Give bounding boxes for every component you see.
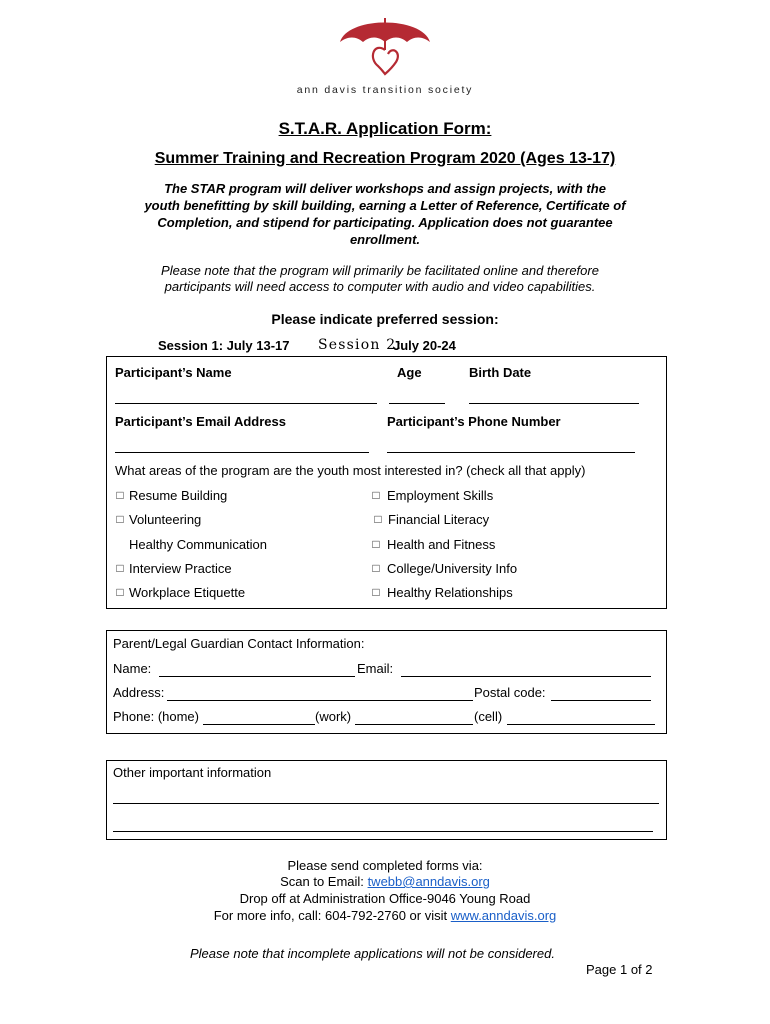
scan-email-link[interactable]: twebb@anndavis.org	[367, 874, 490, 889]
option-health-and-fitness: Health and Fitness	[387, 537, 496, 552]
intro-line: youth benefitting by skill building, earning a Letter of Reference, Certificate of	[144, 198, 626, 213]
work-phone-label: (work)	[315, 709, 352, 724]
option-resume-building: Resume Building	[129, 488, 228, 503]
participant-phone-field[interactable]	[387, 452, 635, 453]
work-phone-field[interactable]	[355, 724, 473, 725]
more-info-prefix: For more info, call: 604-792-2760 or visit	[213, 908, 448, 923]
form-title: S.T.A.R. Application Form:	[278, 119, 492, 138]
incomplete-note: Please note that incomplete applications will not be considered.	[190, 946, 555, 961]
participant-name-label: Participant’s Name	[115, 365, 232, 380]
checkbox[interactable]: □	[372, 561, 380, 575]
umbrella-heart-logo	[330, 10, 440, 82]
guardian-email-field[interactable]	[401, 676, 651, 677]
home-phone-field[interactable]	[203, 724, 315, 725]
option-volunteering: Volunteering	[129, 512, 202, 527]
intro-line: enrollment.	[349, 232, 421, 247]
option-interview-practice: Interview Practice	[129, 561, 232, 576]
participant-name-field[interactable]	[115, 403, 377, 404]
birth-date-label: Birth Date	[469, 365, 532, 380]
postal-code-label: Postal code:	[474, 685, 546, 700]
session-heading: Please indicate preferred session:	[271, 311, 499, 327]
guardian-name-label: Name:	[113, 661, 152, 676]
age-label: Age	[397, 365, 422, 380]
option-healthy-relationships: Healthy Relationships	[387, 585, 513, 600]
page-number: Page 1 of 2	[586, 962, 653, 977]
dropoff-text: Drop off at Administration Office-9046 Young Road	[239, 891, 531, 906]
postal-code-field[interactable]	[551, 700, 651, 701]
note-line: Please note that the program will primarily be facilitated online and therefore	[161, 263, 599, 278]
checkbox[interactable]: □	[372, 537, 380, 551]
birth-date-field[interactable]	[469, 403, 639, 404]
session-1-option[interactable]: Session 1: July 13-17	[158, 338, 290, 353]
online-note	[120, 263, 640, 295]
more-info-row	[0, 908, 770, 923]
org-name: ann davis transition society	[296, 84, 474, 96]
participant-email-field[interactable]	[115, 452, 369, 453]
interests-question: What areas of the program are the youth most interested in? (check all that apply)	[115, 463, 586, 478]
checkbox[interactable]: □	[374, 512, 382, 526]
website-link[interactable]: www.anndavis.org	[450, 908, 557, 923]
session-2-dates: July 20-24	[393, 338, 456, 353]
other-info-line-1[interactable]	[113, 803, 659, 804]
age-field[interactable]	[389, 403, 445, 404]
guardian-heading: Parent/Legal Guardian Contact Information:	[113, 636, 365, 651]
guardian-address-label: Address:	[113, 685, 165, 700]
guardian-email-label: Email:	[357, 661, 394, 676]
guardian-section	[106, 630, 667, 734]
guardian-name-field[interactable]	[159, 676, 355, 677]
checkbox[interactable]: □	[116, 585, 124, 599]
checkbox[interactable]: □	[116, 561, 124, 575]
option-healthy-communication: Healthy Communication	[129, 537, 268, 552]
other-info-heading: Other important information	[113, 765, 272, 780]
other-info-section	[106, 760, 667, 840]
session-2-label[interactable]: Session 2:	[318, 337, 403, 353]
other-info-line-2[interactable]	[113, 831, 653, 832]
option-college-university-info: College/University Info	[387, 561, 518, 576]
intro-line: The STAR program will deliver workshops and assign projects, with the	[164, 181, 606, 196]
checkbox[interactable]: □	[116, 512, 124, 526]
intro-line: Completion, and stipend for participating. Application does not guarantee	[157, 215, 613, 230]
cell-phone-label: (cell)	[474, 709, 503, 724]
option-employment-skills: Employment Skills	[387, 488, 494, 503]
scan-email-prefix: Scan to Email:	[280, 874, 364, 889]
participant-email-label: Participant’s Email Address	[115, 414, 286, 429]
checkbox[interactable]: □	[116, 488, 124, 502]
scan-email-row	[0, 874, 770, 889]
checkbox[interactable]: □	[372, 488, 380, 502]
send-via-text: Please send completed forms via:	[287, 858, 483, 873]
option-financial-literacy: Financial Literacy	[388, 512, 490, 527]
participant-phone-label: Participant’s Phone Number	[387, 414, 561, 429]
home-phone-label: Phone: (home)	[113, 709, 199, 724]
option-workplace-etiquette: Workplace Etiquette	[129, 585, 246, 600]
program-subtitle: Summer Training and Recreation Program 2020 (Ages 13-17)	[154, 150, 616, 167]
guardian-address-field[interactable]	[167, 700, 473, 701]
participant-section	[106, 356, 667, 609]
cell-phone-field[interactable]	[507, 724, 655, 725]
note-line: participants will need access to computer with audio and video capabilities.	[164, 279, 596, 294]
program-description	[120, 180, 650, 248]
checkbox[interactable]: □	[372, 585, 380, 599]
